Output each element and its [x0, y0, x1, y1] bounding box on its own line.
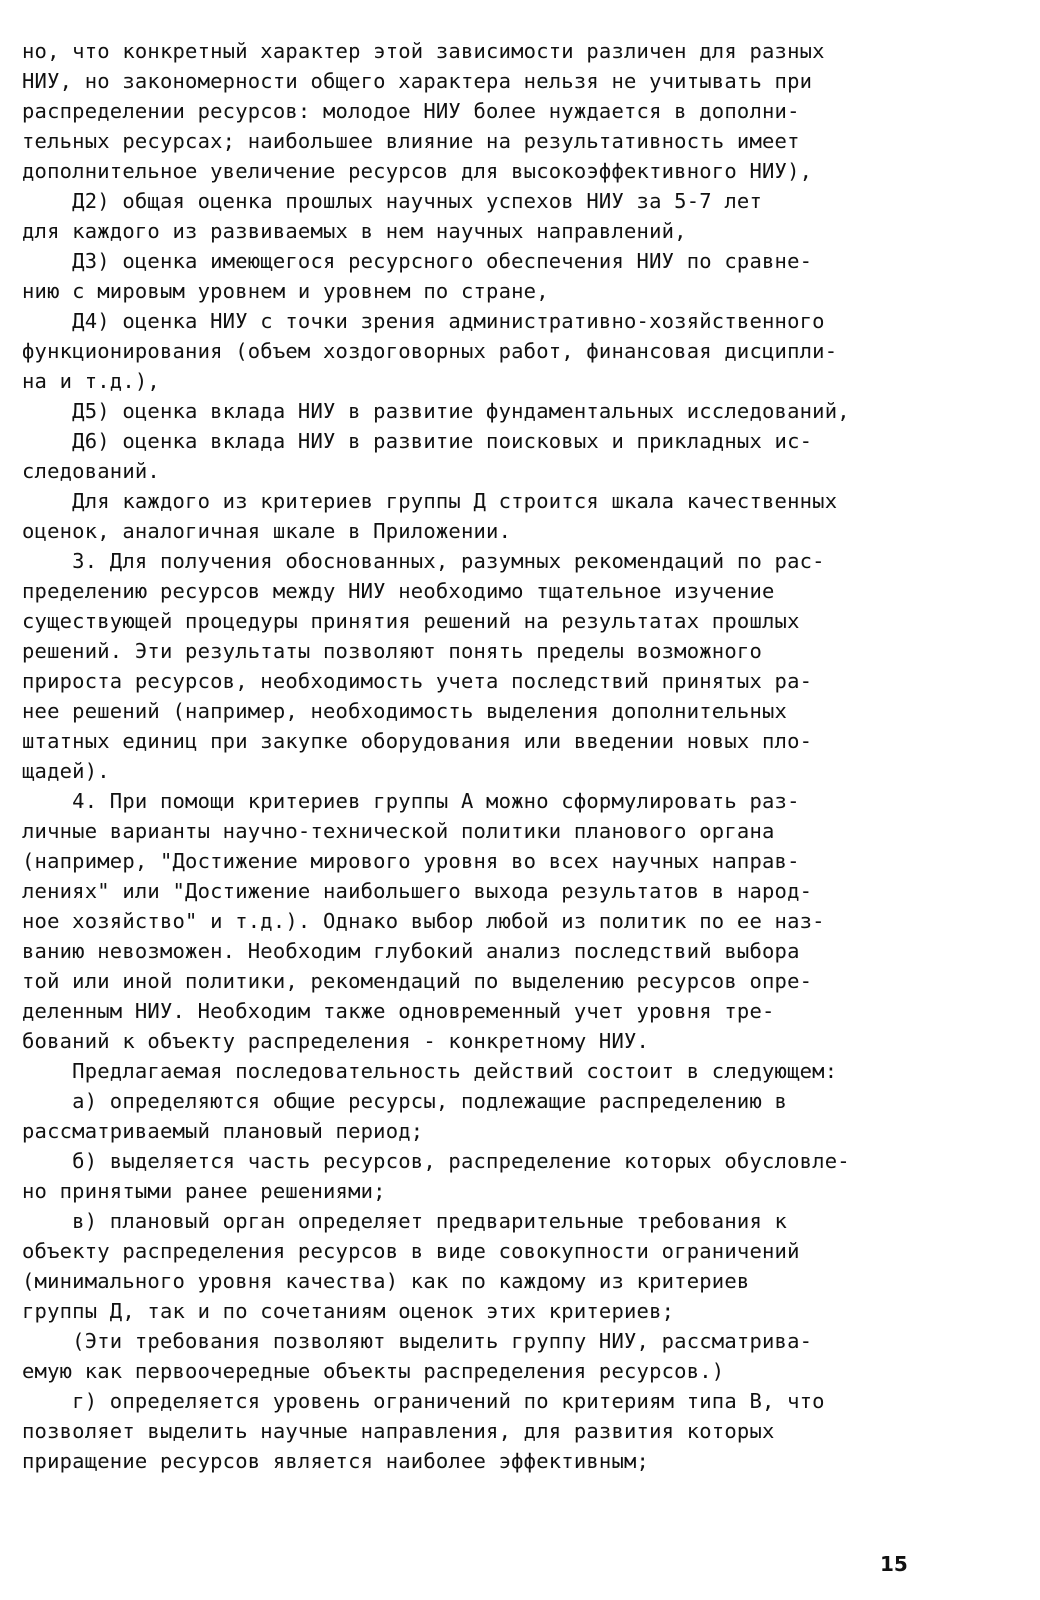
text-line: прироста ресурсов, необходимость учета последствий принятых ра-: [22, 669, 813, 693]
text-line: деленным НИУ. Необходим также одновременный учет уровня тре-: [22, 999, 775, 1023]
text-line: 3. Для получения обоснованных, разумных рекомендаций по рас-: [22, 549, 825, 573]
text-line: функционирования (объем хоздоговорных работ, финансовая дисципли-: [22, 339, 838, 363]
text-line: той или иной политики, рекомендаций по выделению ресурсов опре-: [22, 969, 813, 993]
text-line: но принятыми ранее решениями;: [22, 1179, 386, 1203]
text-line: рассматриваемый плановый период;: [22, 1119, 424, 1143]
text-line: лениях" или "Достижение наибольшего выхода результатов в народ-: [22, 879, 813, 903]
text-line: нее решений (например, необходимость выделения дополнительных: [22, 699, 788, 723]
text-line: Д6) оценка вклада НИУ в развитие поисковых и прикладных ис-: [22, 429, 813, 453]
text-line: группы Д, так и по сочетаниям оценок этих критериев;: [22, 1299, 675, 1323]
text-line: Д5) оценка вклада НИУ в развитие фундаментальных исследований,: [22, 399, 850, 423]
text-line: решений. Эти результаты позволяют понять пределы возможного: [22, 639, 762, 663]
text-line: на и т.д.),: [22, 369, 160, 393]
text-line: нию с мировым уровнем и уровнем по стране,: [22, 279, 549, 303]
text-line: Предлагаемая последовательность действий состоит в следующем:: [22, 1059, 838, 1083]
text-line: ванию невозможен. Необходим глубокий анализ последствий выбора: [22, 939, 800, 963]
text-line: а) определяются общие ресурсы, подлежащие распределению в: [22, 1089, 788, 1113]
text-line: щадей).: [22, 759, 110, 783]
text-line: оценок, аналогичная шкале в Приложении.: [22, 519, 512, 543]
text-line: пределению ресурсов между НИУ необходимо тщательное изучение: [22, 579, 775, 603]
text-line: но, что конкретный характер этой зависимости различен для разных: [22, 39, 825, 63]
text-line: тельных ресурсах; наибольшее влияние на результативность имеет: [22, 129, 800, 153]
page-number: 15: [880, 1552, 908, 1576]
text-line: Д2) общая оценка прошлых научных успехов НИУ за 5-7 лет: [22, 189, 762, 213]
text-line: емую как первоочередные объекты распределения ресурсов.): [22, 1359, 725, 1383]
text-line: следований.: [22, 459, 160, 483]
text-line: объекту распределения ресурсов в виде совокупности ограничений: [22, 1239, 800, 1263]
text-line: б) выделяется часть ресурсов, распределение которых обусловле-: [22, 1149, 850, 1173]
text-line: Для каждого из критериев группы Д строится шкала качественных: [22, 489, 838, 513]
text-line: г) определяется уровень ограничений по критериям типа В, что: [22, 1389, 825, 1413]
text-line: (Эти требования позволяют выделить группу НИУ, рассматрива-: [22, 1329, 813, 1353]
text-line: в) плановый орган определяет предварительные требования к: [22, 1209, 788, 1233]
text-line: для каждого из развиваемых в нем научных направлений,: [22, 219, 687, 243]
text-line: дополнительное увеличение ресурсов для высокоэффективного НИУ),: [22, 159, 813, 183]
text-line: штатных единиц при закупке оборудования или введении новых пло-: [22, 729, 813, 753]
text-line: ное хозяйство" и т.д.). Однако выбор любой из политик по ее наз-: [22, 909, 825, 933]
text-line: 4. При помощи критериев группы А можно сформулировать раз-: [22, 789, 800, 813]
text-line: существующей процедуры принятия решений на результатах прошлых: [22, 609, 800, 633]
text-line: приращение ресурсов является наиболее эффективным;: [22, 1449, 650, 1473]
text-line: (минимального уровня качества) как по каждому из критериев: [22, 1269, 750, 1293]
text-line: Д3) оценка имеющегося ресурсного обеспечения НИУ по сравне-: [22, 249, 813, 273]
text-line: позволяет выделить научные направления, для развития которых: [22, 1419, 775, 1443]
text-line: личные варианты научно-технической политики планового органа: [22, 819, 775, 843]
text-line: Д4) оценка НИУ с точки зрения административно-хозяйственного: [22, 309, 825, 333]
text-line: НИУ, но закономерности общего характера нельзя не учитывать при: [22, 69, 813, 93]
body-text: [22, 36, 1012, 1476]
text-line: (например, "Достижение мирового уровня во всех научных направ-: [22, 849, 800, 873]
text-line: распределении ресурсов: молодое НИУ более нуждается в дополни-: [22, 99, 800, 123]
text-line: бований к объекту распределения - конкретному НИУ.: [22, 1029, 650, 1053]
